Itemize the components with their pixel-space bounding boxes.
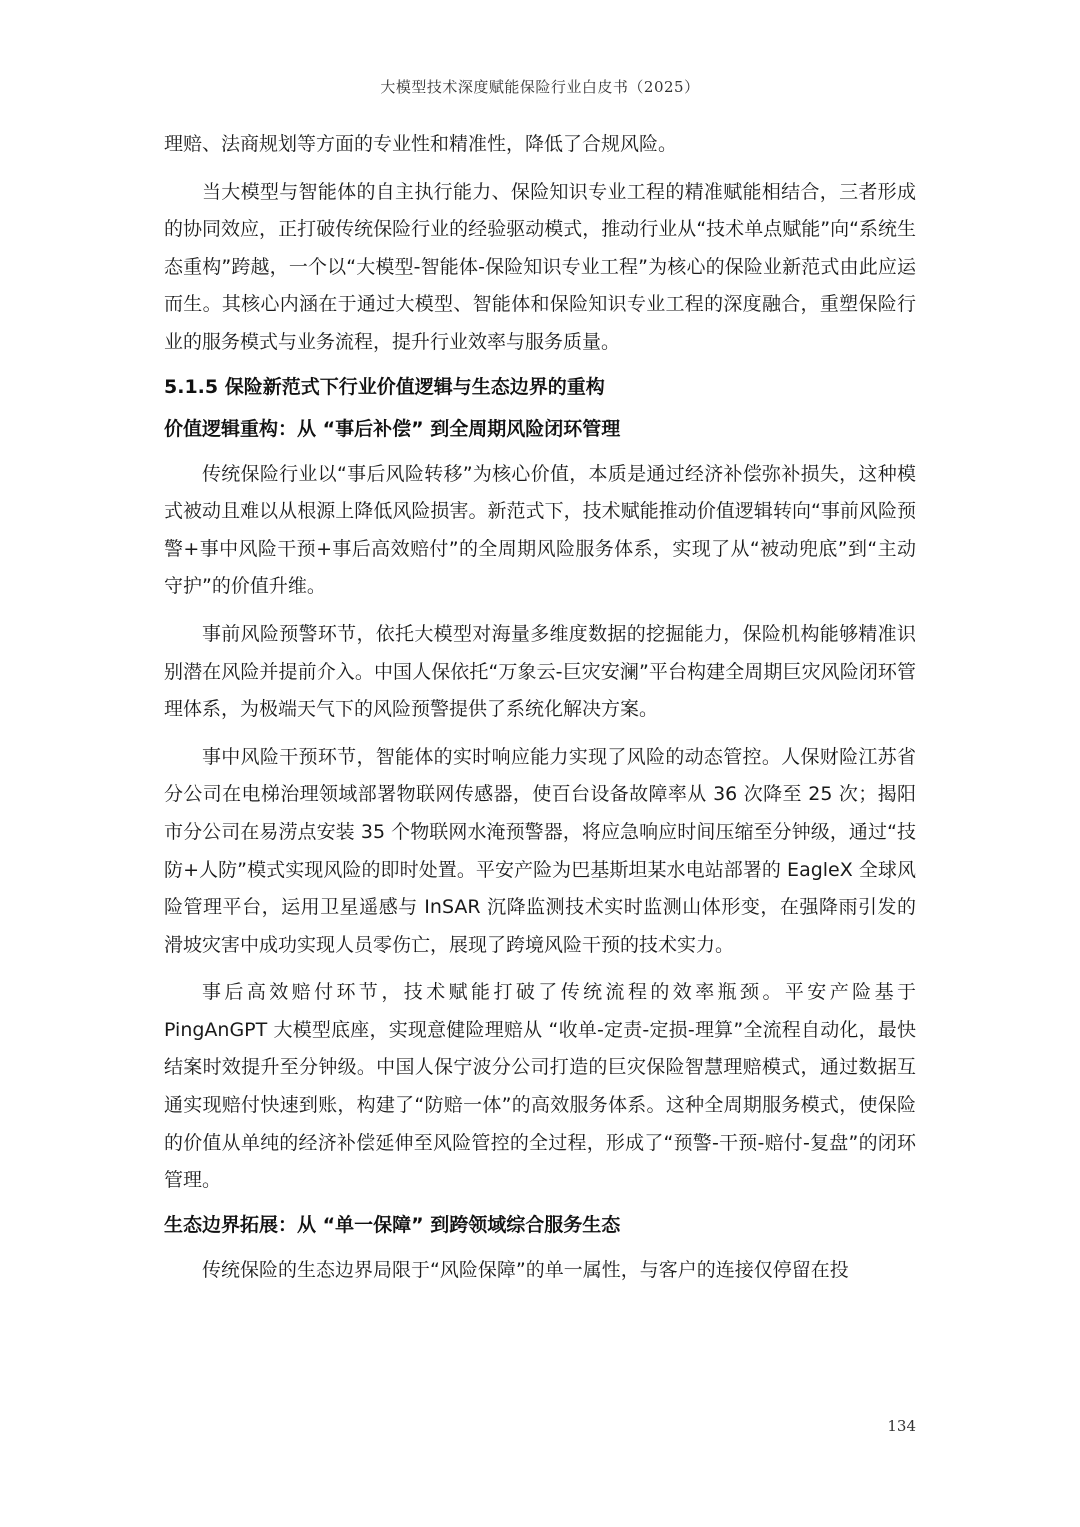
paragraph-in-risk-intervention: 事中风险干预环节，智能体的实时响应能力实现了风险的动态管控。人保财险江苏省分公司在电梯治理领域部署物联网传感器，使百台设备故障率从 36 次降至 25 次；揭阳市分公司在易涝点安装 35 个物联网水淹预警器，将应急响应时间压缩至分钟级，通过“技防+人防”模式实现风险的即时处置。平安产险为巴基斯坦某水电站部署的 EagleX 全球风险管理平台，运用卫星遥感与 InSAR 沉降监测技术实时监测山体形变，在强降雨引发的滑坡灾害中成功实现人员零伤亡，展现了跨境风险干预的技术实力。 <box>164 745 916 956</box>
paragraph-pre-risk-warning: 事前风险预警环节，依托大模型对海量多维度数据的挖掘能力，保险机构能够精准识别潜在风险并提前介入。中国人保依托“万象云-巨灾安澜”平台构建全周期巨灾风险闭环管理体系，为极端天气下的风险预警提供了系统化解决方案。 <box>164 622 916 721</box>
paragraph-post-claims: 事后高效赔付环节，技术赋能打破了传统流程的效率瓶颈。平安产险基于 PingAnGPT 大模型底座，实现意健险理赔从 “收单-定责-定损-理算”全流程自动化，最快结案时效提升至分钟级。中国人保宁波分公司打造的巨灾保险智慧理赔模式，通过数据互通实现赔付快速到账，构建了“防赔一体”的高效服务体系。这种全周期服务模式，使保险的价值从单纯的经济补偿延伸至风险管控的全过程，形成了“预警-干预-赔付-复盘”的闭环管理。 <box>164 981 916 1192</box>
paragraph-traditional-value: 传统保险行业以“事后风险转移”为核心价值，本质是通过经济补偿弥补损失，这种模式被动且难以从根源上降低风险损害。新范式下，技术赋能推动价值逻辑转向“事前风险预警+事中风险干预+事后高效赔付”的全周期风险服务体系，实现了从“被动兜底”到“主动守护”的价值升维。 <box>164 462 916 598</box>
section-heading: 5.1.5 保险新范式下行业价值逻辑与生态边界的重构 <box>164 375 605 398</box>
subheading-ecosystem: 生态边界拓展：从 “单一保障” 到跨领域综合服务生态 <box>164 1213 621 1236</box>
paragraph-continuation: 理赔、法商规划等方面的专业性和精准性，降低了合规风险。 <box>164 133 678 155</box>
paragraph-new-paradigm: 当大模型与智能体的自主执行能力、保险知识专业工程的精准赋能相结合，三者形成的协同效应，正打破传统保险行业的经验驱动模式，推动行业从“技术单点赋能”向“系统生态重构”跨越，一个以“大模型-智能体-保险知识专业工程”为核心的保险业新范式由此应运而生。其核心内涵在于通过大模型、智能体和保险知识专业工程的深度融合，重塑保险行业的服务模式与业务流程，提升行业效率与服务质量。 <box>164 180 916 353</box>
paragraph-ecosystem-boundary: 传统保险的生态边界局限于“风险保障”的单一属性，与客户的连接仅停留在投 <box>202 1258 849 1281</box>
page-number: 134 <box>887 1417 916 1435</box>
subheading-value-logic: 价值逻辑重构：从 “事后补偿” 到全周期风险闭环管理 <box>164 417 621 440</box>
page-body <box>164 126 916 1299</box>
running-header: 大模型技术深度赋能保险行业白皮书（2025） <box>380 78 700 96</box>
